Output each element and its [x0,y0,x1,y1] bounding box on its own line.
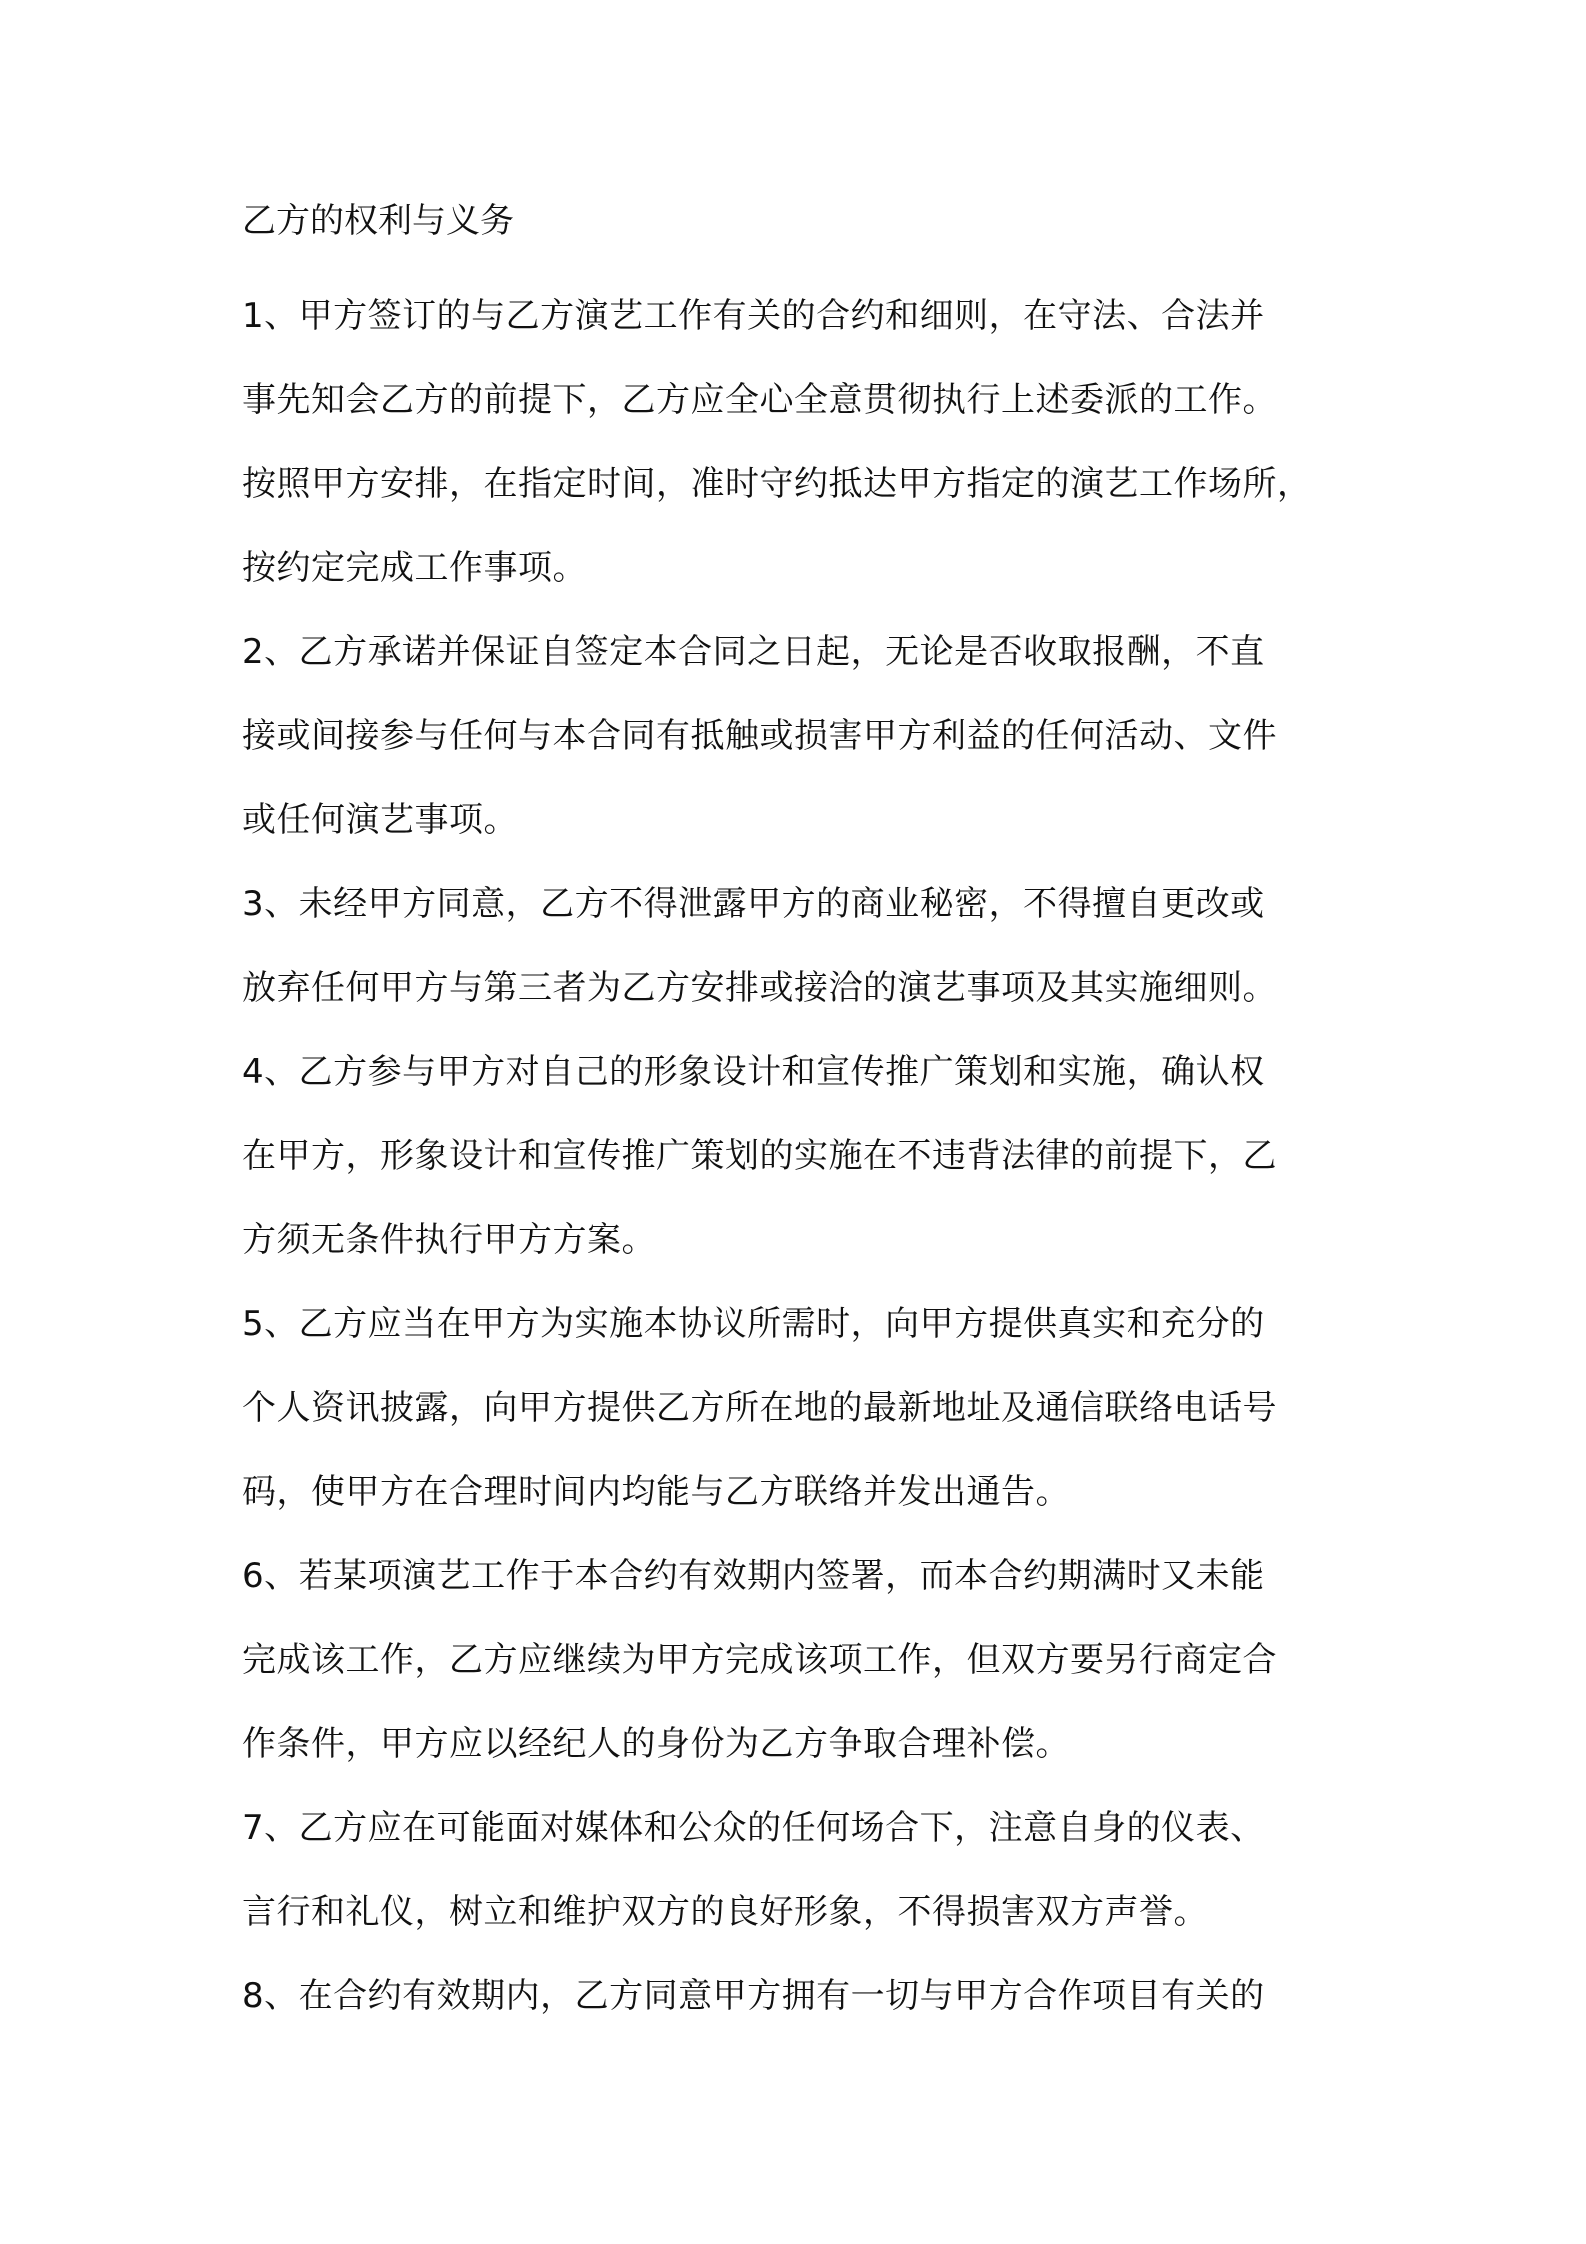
clause-line: 言行和礼仪，树立和维护双方的良好形象，不得损害双方声誉。 [242,1892,1208,1932]
clause-line: 按约定完成工作事项。 [242,548,587,588]
clause-5 [242,1282,1352,1534]
clause-line: 6、若某项演艺工作于本合约有效期内签署，而本合约期满时又未能 [242,1556,1265,1596]
clause-line: 2、乙方承诺并保证自签定本合同之日起，无论是否收取报酬，不直 [242,632,1265,672]
clause-line: 放弃任何甲方与第三者为乙方安排或接洽的演艺事项及其实施细则。 [242,968,1277,1008]
clause-3 [242,862,1352,1030]
clause-line: 接或间接参与任何与本合同有抵触或损害甲方利益的任何活动、文件 [242,716,1277,756]
clause-line: 个人资讯披露，向甲方提供乙方所在地的最新地址及通信联络电话号 [242,1388,1277,1428]
clause-line: 完成该工作，乙方应继续为甲方完成该项工作，但双方要另行商定合 [242,1640,1277,1680]
clause-line: 7、乙方应在可能面对媒体和公众的任何场合下，注意自身的仪表、 [242,1808,1265,1848]
clause-line: 码，使甲方在合理时间内均能与乙方联络并发出通告。 [242,1472,1070,1512]
clause-8 [242,1954,1352,2038]
clause-line: 按照甲方安排，在指定时间，准时守约抵达甲方指定的演艺工作场所， [242,464,1312,504]
clause-line: 事先知会乙方的前提下，乙方应全心全意贯彻执行上述委派的工作。 [242,380,1277,420]
clause-line: 3、未经甲方同意，乙方不得泄露甲方的商业秘密，不得擅自更改或 [242,884,1265,924]
clause-line: 方须无条件执行甲方方案。 [242,1220,656,1260]
clause-4 [242,1030,1352,1282]
clause-line: 4、乙方参与甲方对自己的形象设计和宣传推广策划和实施，确认权 [242,1052,1265,1092]
document-body [242,196,1352,2038]
section-heading: 乙方的权利与义务 [242,201,514,241]
clause-2 [242,610,1352,862]
clause-1 [242,274,1352,610]
clause-line: 或任何演艺事项。 [242,800,518,840]
clause-line: 5、乙方应当在甲方为实施本协议所需时，向甲方提供真实和充分的 [242,1304,1265,1344]
clause-line: 1、甲方签订的与乙方演艺工作有关的合约和细则，在守法、合法并 [242,296,1265,336]
clause-7 [242,1786,1352,1954]
clause-line: 在甲方，形象设计和宣传推广策划的实施在不违背法律的前提下，乙 [242,1136,1277,1176]
clause-6 [242,1534,1352,1786]
clause-line: 作条件，甲方应以经纪人的身份为乙方争取合理补偿。 [242,1724,1070,1764]
clause-line: 8、在合约有效期内，乙方同意甲方拥有一切与甲方合作项目有关的 [242,1976,1265,2016]
